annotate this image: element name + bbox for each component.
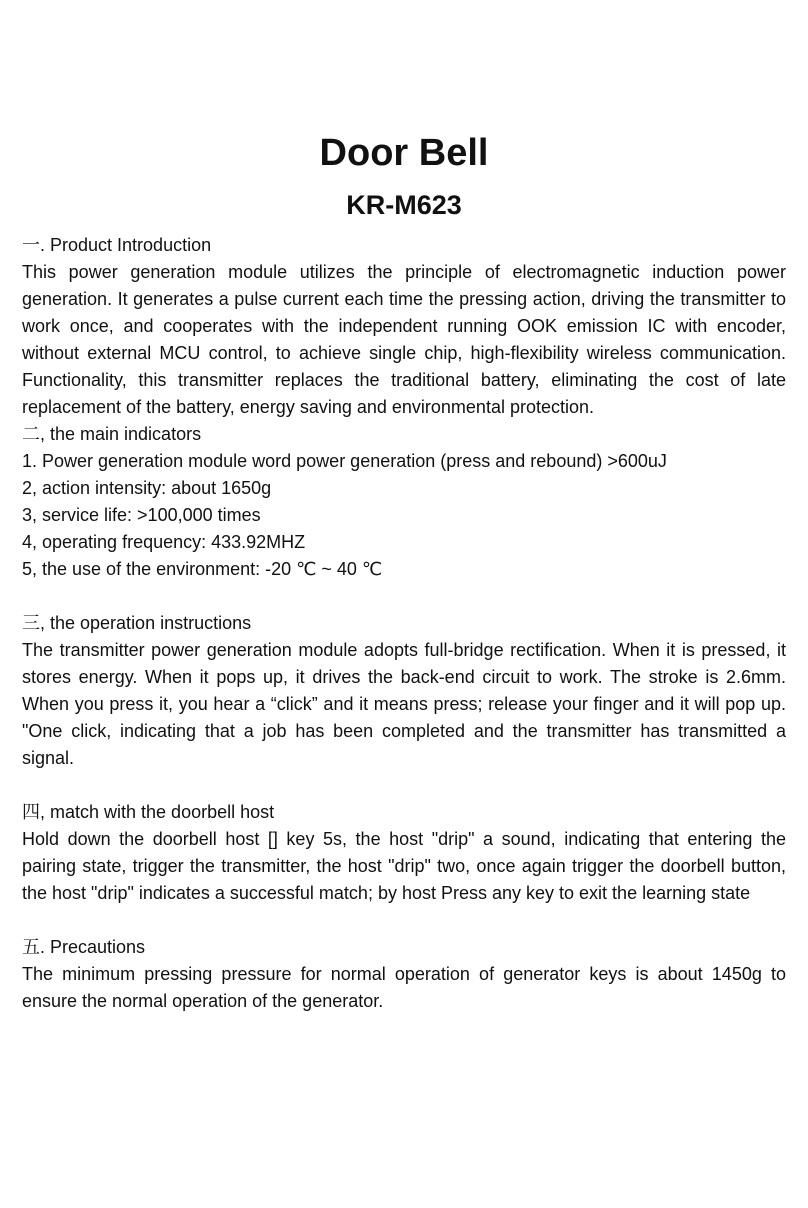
document-title: Door Bell (319, 132, 489, 174)
match-paragraph: Hold down the doorbell host [] key 5s, the host "drip" a sound, indicating that entering the pairing state, trigger the transmitter, the host "drip" two, once again trigger the doorbell button, the host "drip" indicates a successful match; by host Press any key to exit the learning state (22, 829, 786, 903)
spacer (22, 583, 786, 610)
intro-paragraph: This power generation module utilizes the principle of electromagnetic induction power generation. It generates a pulse current each time the pressing action, driving the transmitter to work once, and cooperates with the independent running OOK emission IC with encoder, without external MCU control, to achieve single chip, high-flexibility wireless communication. Functionality, this transmitter replaces the traditional battery, eliminating the cost of late replacement of the battery, energy saving and environmental protection. (22, 262, 786, 417)
indicator-item: 5, the use of the environment: -20 ℃ ~ 40 ℃ (22, 559, 383, 579)
section-heading-indicators: 二, the main indicators (22, 424, 202, 444)
indicator-item: 4, operating frequency: 433.92MHZ (22, 532, 306, 552)
operation-paragraph: The transmitter power generation module adopts full-bridge rectification. When it is pressed, it stores energy. When it pops up, it drives the back-end circuit to work. The stroke is 2.6mm. When you press it, you hear a “click” and it means press; release your finger and it will pop up. "One click, indicating that a job has been completed and the transmitter has transmitted a signal. (22, 640, 786, 768)
precautions-paragraph: The minimum pressing pressure for normal operation of generator keys is about 1450g to ensure the normal operation of the generator. (22, 964, 786, 1011)
section-heading-operation: 三, the operation instructions (22, 613, 252, 633)
section-heading-precautions: 五. Precautions (22, 937, 146, 957)
document-body (22, 232, 786, 1015)
indicator-item: 3, service life: >100,000 times (22, 505, 261, 525)
section-heading-intro: 一. Product Introduction (22, 235, 212, 255)
model-number: KR-M623 (346, 190, 462, 220)
spacer (22, 907, 786, 934)
section-heading-match: 四, match with the doorbell host (22, 802, 275, 822)
indicator-item: 2, action intensity: about 1650g (22, 478, 272, 498)
indicator-item: 1. Power generation module word power generation (press and rebound) >600uJ (22, 451, 667, 471)
spacer (22, 772, 786, 799)
